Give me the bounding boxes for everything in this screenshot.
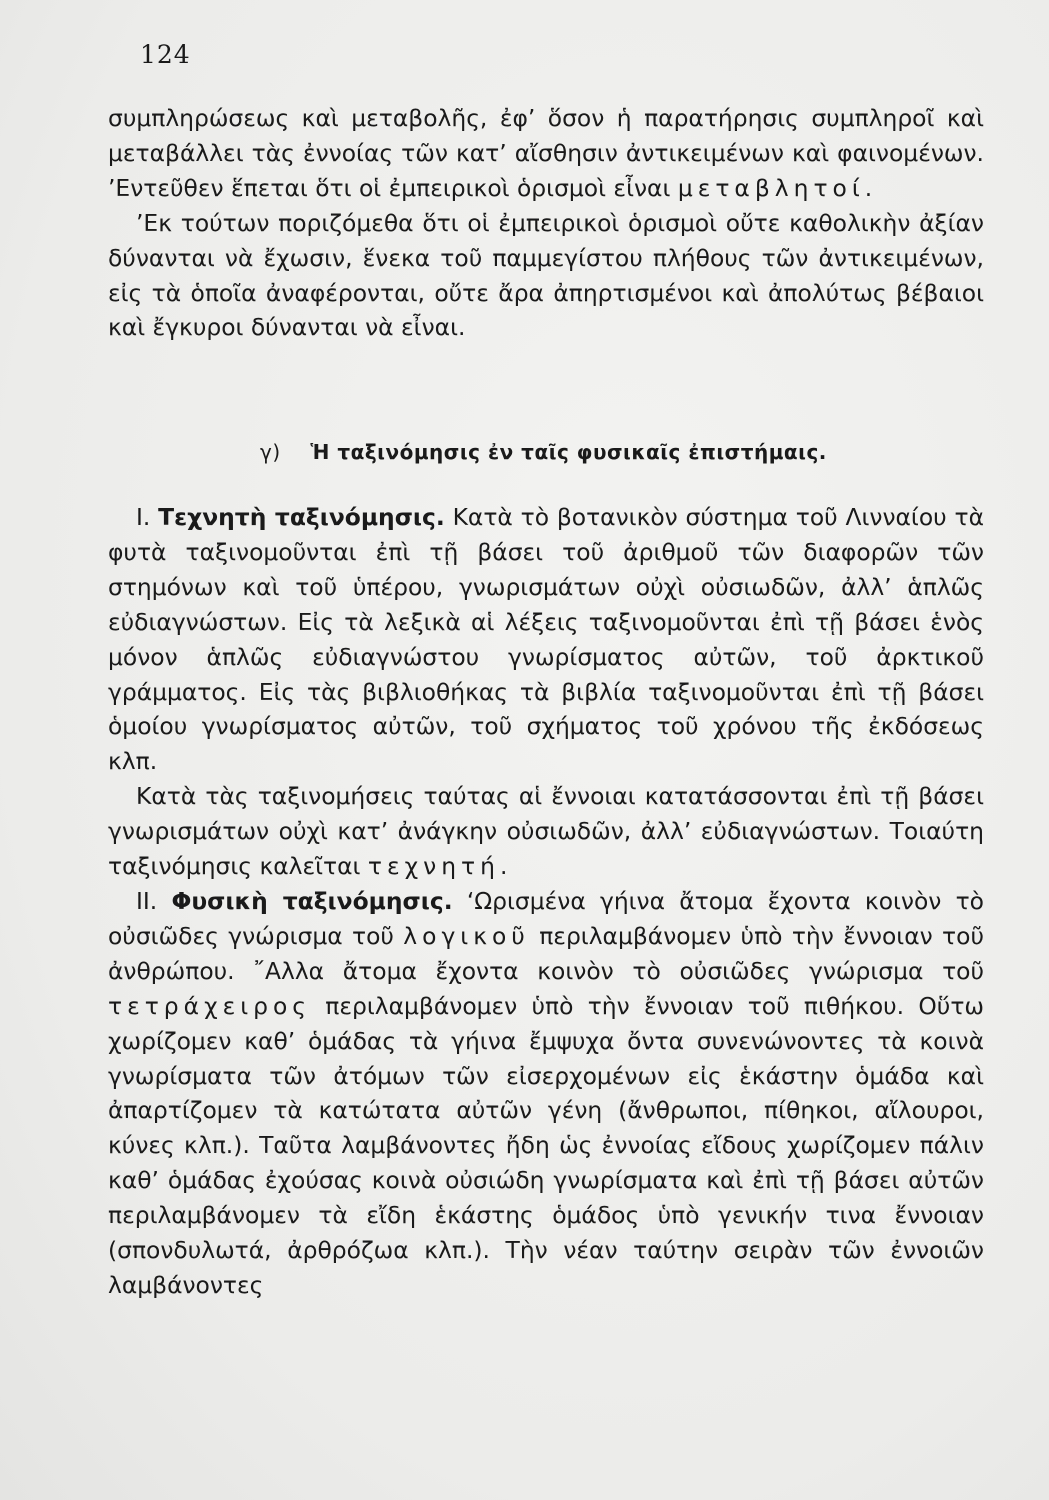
paragraph-4-text: Κατὰ τὰς ταξινομήσεις ταύτας αἱ ἔννοιαι κατατάσσονται ἐπὶ τῇ βάσει γνωρισμάτων οὐχὶ κατ’ ἀνάγκην οὐσιωδῶν, ἀλλ’ εὐδιαγνώστων. Τοιαύτη ταξινόμησις καλεῖται <box>108 782 984 881</box>
paragraph-3 <box>108 500 984 779</box>
paragraph-2: ’Εκ τούτων ποριζόμεθα ὅτι οἱ ἐμπειρικοὶ ὁρισμοὶ οὔτε καθολικὴν ἀξίαν δύνανται νὰ ἔχωσιν, ἕνεκα τοῦ παμμεγίστου πλήθους τῶν ἀντικειμένων, εἰς τὰ ὁποῖα ἀναφέρονται, οὔτε ἄρα ἀπηρτισμένοι καὶ ἀπολύτως βέβαιοι καὶ ἔγκυροι δύνανται νὰ εἶναι. <box>108 208 984 342</box>
section-heading <box>260 440 827 464</box>
paragraph-4 <box>108 779 984 884</box>
paragraph-5-num: II. <box>136 886 158 915</box>
paragraph-1 <box>108 101 984 206</box>
spaced-term-metavlitoi: μεταβλητοί. <box>677 173 878 202</box>
spaced-term-tetracheiros: τετράχειρος <box>108 991 312 1020</box>
spaced-term-logikou: λογικοῦ <box>403 921 530 950</box>
text-block-top <box>108 101 984 345</box>
paragraph-5-text-c: περιλαμβάνομεν ὑπὸ τὴν ἔννοιαν τοῦ πιθήκου. Οὕτω χωρίζομεν καθ’ ὁμάδας τὰ γήινα ἔμψυχα ὄντα συνενώνοντες τὰ κοινὰ γνωρίσματα τῶν ἀτόμων τῶν εἰσερχομένων εἰς ἑκάστην ὁμάδα καὶ ἀπαρτίζομεν τὰ κατώτατα αὐτῶν γένη (ἄνθρωποι, πίθηκοι, αἴλουροι, κύνες κλπ.). Ταῦτα λαμβάνοντες ἤδη ὡς ἐννοίας εἴδους χωρίζομεν πάλιν καθ’ ὁμάδας ἐχούσας κοινὰ οὐσιώδη γνωρίσματα καὶ ἐπὶ τῇ βάσει αὐτῶν περιλαμβάνομεν τὰ εἴδη ἑκάστης ὁμάδος ὑπὸ γενικήν τινα ἔννοιαν (σπονδυλωτά, ἀρθρόζωα κλπ.). Τὴν νέαν ταύτην σειρὰν τῶν ἐννοιῶν λαμβάνοντες <box>108 991 984 1299</box>
paragraph-5 <box>108 884 984 1303</box>
paragraph-3-num: I. <box>136 503 151 531</box>
page-number: 124 <box>140 40 191 69</box>
paragraph-1-text: συμπληρώσεως καὶ μεταβολῆς, ἐφ’ ὅσον ἡ παρατήρησις συμπληροῖ καὶ μεταβάλλει τὰς ἐννοίας τῶν κατ’ αἴσθησιν ἀντικειμένων καὶ φαινομένων. ’Εντεῦθεν ἕπεται ὅτι οἱ ἐμπειρικοὶ ὁρισμοὶ εἶναι <box>108 104 984 202</box>
paragraph-5-bold-title: Φυσικὴ ταξινόμησις. <box>171 886 453 915</box>
paragraph-5-text-a: ‘Ωρισμένα γήινα ἄτομα ἔχοντα κοινὸν τὸ οὐσιῶδες γνώρισμα τοῦ <box>108 886 984 950</box>
text-block-main <box>108 500 984 1303</box>
section-heading-label: γ) <box>260 440 281 464</box>
paragraph-3-bold-title: Τεχνητὴ ταξινόμησις. <box>158 503 445 531</box>
paragraph-3-text: Κατὰ τὸ βοτανικὸν σύστημα τοῦ Λινναίου τὰ φυτὰ ταξινομοῦνται ἐπὶ τῇ βάσει τοῦ ἀριθμοῦ τῶν διαφορῶν τῶν στημόνων καὶ τοῦ ὑπέρου, γνωρισμάτων οὐχὶ οὐσιωδῶν, ἀλλ’ ἁπλῶς εὐδιαγνώστων. Εἰς τὰ λεξικὰ αἱ λέξεις ταξινομοῦνται ἐπὶ τῇ βάσει ἑνὸς μόνον ἁπλῶς εὐδιαγνώστου γνωρίσματος αὐτῶν, τοῦ ἀρκτικοῦ γράμματος. Εἰς τὰς βιβλιοθήκας τὰ βιβλία ταξινομοῦνται ἐπὶ τῇ βάσει ὁμοίου γνωρίσματος αὐτῶν, τοῦ σχήματος τοῦ χρόνου τῆς ἐκδόσεως κλπ. <box>108 503 984 776</box>
paragraph-5-text-b: περιλαμβάνομεν ὑπὸ τὴν ἔννοιαν τοῦ ἀνθρώπου. ῎Αλλα ἄτομα ἔχοντα κοινὸν τὸ οὐσιῶδες γνώρισμα τοῦ <box>108 921 984 985</box>
spaced-term-techniti: τεχνητή. <box>367 852 513 881</box>
section-heading-title: Ἡ ταξινόμησις ἐν ταῖς φυσικαῖς ἐπιστήμαις. <box>310 440 827 464</box>
